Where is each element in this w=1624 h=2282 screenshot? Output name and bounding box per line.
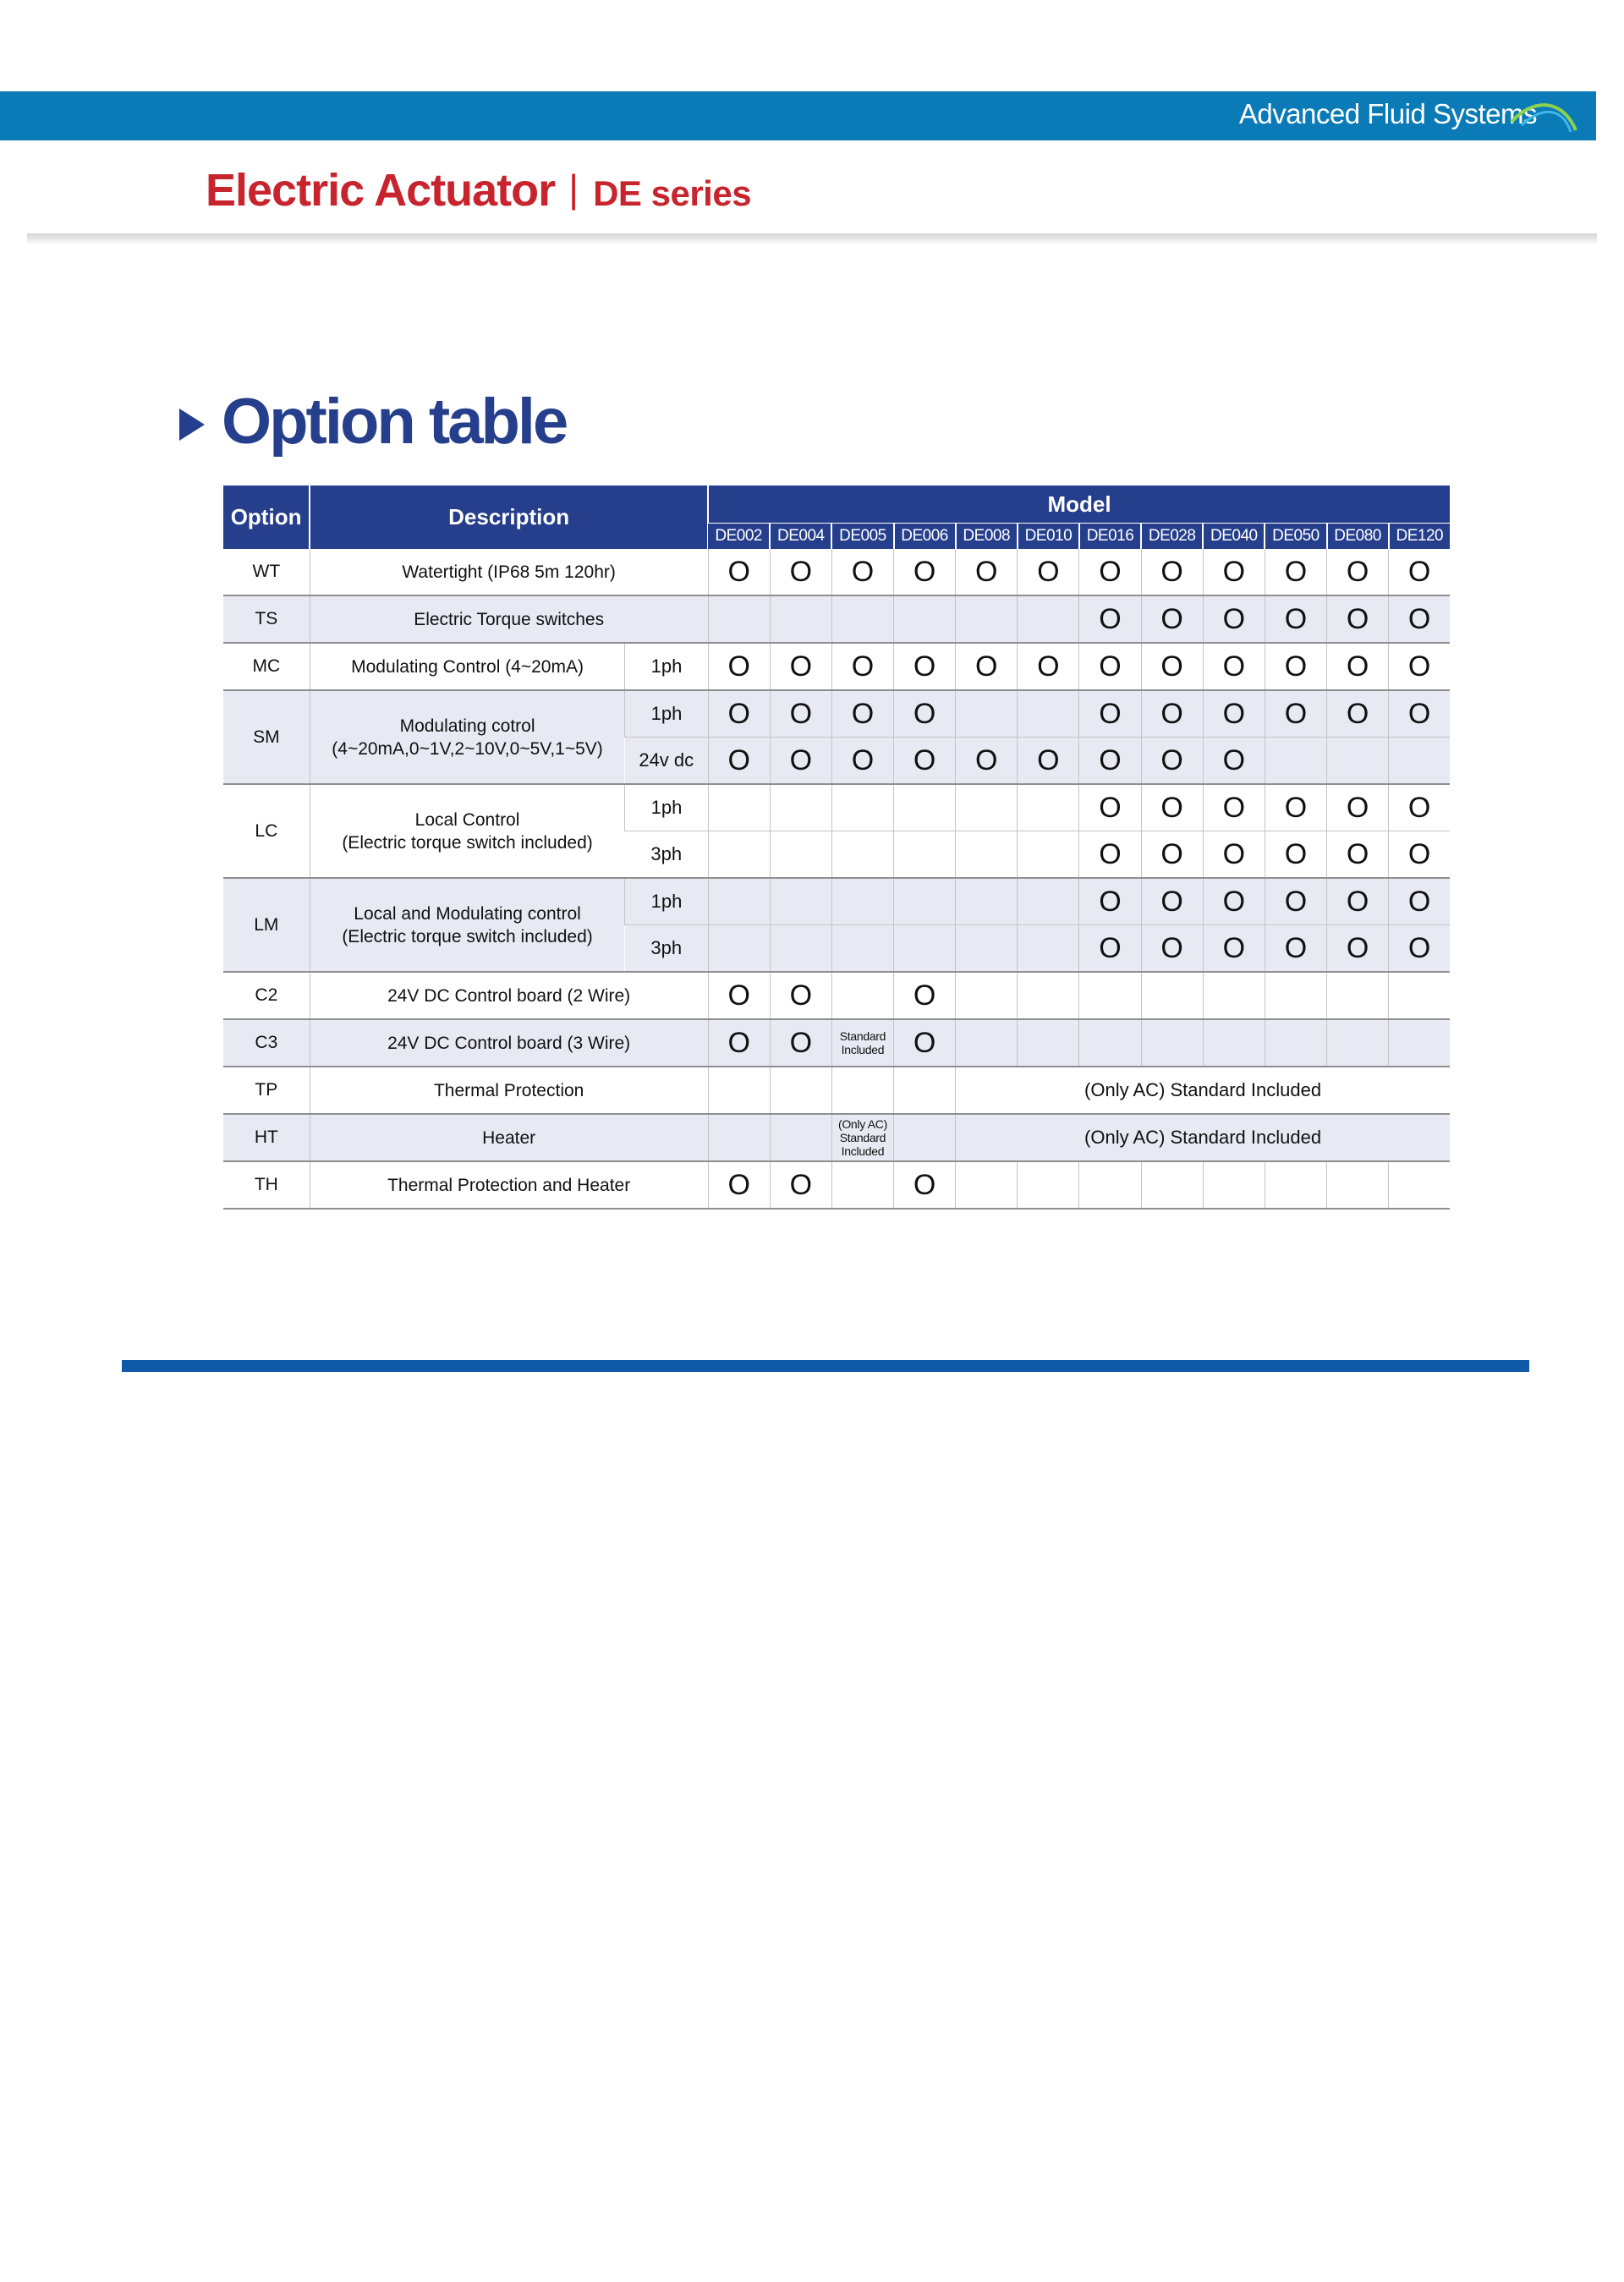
availability-mark: O bbox=[1327, 643, 1389, 690]
model-header: DE028 bbox=[1141, 524, 1203, 550]
empty-cell bbox=[831, 595, 893, 643]
empty-cell bbox=[956, 878, 1018, 925]
option-code: C2 bbox=[223, 972, 310, 1019]
availability-mark: O bbox=[831, 549, 893, 595]
table-row-c2 bbox=[223, 972, 1450, 1019]
availability-mark: O bbox=[1079, 878, 1141, 925]
option-code: TH bbox=[223, 1161, 310, 1209]
table-row-ht bbox=[223, 1114, 1450, 1161]
model-header: DE002 bbox=[708, 524, 770, 550]
description-line: (4~20mA,0~1V,2~10V,0~5V,1~5V) bbox=[332, 738, 603, 759]
table-row-lm-1ph bbox=[223, 878, 1450, 925]
empty-cell bbox=[894, 1067, 956, 1114]
phase-label: 1ph bbox=[625, 878, 708, 925]
availability-mark: O bbox=[831, 690, 893, 738]
availability-mark: O bbox=[1389, 784, 1450, 831]
availability-mark: O bbox=[1203, 878, 1265, 925]
option-code: HT bbox=[223, 1114, 310, 1161]
availability-mark: O bbox=[1265, 595, 1326, 643]
availability-mark: O bbox=[1265, 690, 1326, 738]
option-description: Thermal Protection and Heater bbox=[310, 1161, 708, 1209]
header-description: Description bbox=[310, 485, 708, 549]
empty-cell bbox=[1389, 738, 1450, 785]
phase-label: 3ph bbox=[625, 831, 708, 879]
availability-mark: O bbox=[1141, 643, 1203, 690]
option-code: LC bbox=[223, 784, 310, 878]
option-code: TP bbox=[223, 1067, 310, 1114]
empty-cell bbox=[956, 595, 1018, 643]
description-line: (Electric torque switch included) bbox=[342, 832, 593, 853]
availability-mark: O bbox=[956, 549, 1018, 595]
option-description: Electric Torque switches bbox=[310, 595, 708, 643]
empty-cell bbox=[956, 784, 1018, 831]
phase-label: 24v dc bbox=[625, 738, 708, 785]
empty-cell bbox=[956, 1019, 1018, 1067]
availability-mark: O bbox=[708, 1161, 770, 1209]
model-header: DE006 bbox=[894, 524, 956, 550]
empty-cell bbox=[894, 784, 956, 831]
availability-mark: O bbox=[1327, 690, 1389, 738]
availability-mark: O bbox=[894, 643, 956, 690]
option-description: Heater bbox=[310, 1114, 708, 1161]
model-header: DE016 bbox=[1079, 524, 1141, 550]
availability-mark: O bbox=[1265, 549, 1326, 595]
table-row-wt bbox=[223, 549, 1450, 595]
empty-cell bbox=[1141, 972, 1203, 1019]
empty-cell bbox=[1079, 972, 1141, 1019]
standard-included-note: (Only AC) Standard Included bbox=[831, 1114, 893, 1161]
table-row-lc-1ph bbox=[223, 784, 1450, 831]
availability-mark: O bbox=[894, 1161, 956, 1209]
empty-cell bbox=[1389, 972, 1450, 1019]
empty-cell bbox=[1203, 1019, 1265, 1067]
availability-mark: O bbox=[1079, 595, 1141, 643]
availability-mark: O bbox=[894, 972, 956, 1019]
availability-mark: O bbox=[1141, 878, 1203, 925]
availability-mark: O bbox=[894, 549, 956, 595]
availability-mark: O bbox=[1141, 784, 1203, 831]
option-description: 24V DC Control board (3 Wire) bbox=[310, 1019, 708, 1067]
table-row-tp bbox=[223, 1067, 1450, 1114]
empty-cell bbox=[770, 595, 831, 643]
availability-mark: O bbox=[1265, 878, 1326, 925]
option-code: LM bbox=[223, 878, 310, 972]
option-description bbox=[310, 878, 625, 972]
empty-cell bbox=[894, 595, 956, 643]
empty-cell bbox=[708, 831, 770, 879]
empty-cell bbox=[770, 831, 831, 879]
availability-mark: O bbox=[1079, 549, 1141, 595]
empty-cell bbox=[956, 1161, 1018, 1209]
availability-mark: O bbox=[1141, 549, 1203, 595]
header-option: Option bbox=[223, 485, 310, 549]
empty-cell bbox=[708, 784, 770, 831]
empty-cell bbox=[1203, 972, 1265, 1019]
empty-cell bbox=[708, 925, 770, 973]
title-subtitle: DE series bbox=[593, 173, 752, 213]
empty-cell bbox=[956, 972, 1018, 1019]
description-line: (Electric torque switch included) bbox=[342, 926, 593, 946]
header-shadow-divider bbox=[27, 233, 1597, 245]
availability-mark: O bbox=[1079, 738, 1141, 785]
table-row-ts bbox=[223, 595, 1450, 643]
option-description: Thermal Protection bbox=[310, 1067, 708, 1114]
availability-mark: O bbox=[708, 1019, 770, 1067]
availability-mark: O bbox=[1265, 831, 1326, 879]
model-header: DE008 bbox=[956, 524, 1018, 550]
model-header: DE004 bbox=[770, 524, 831, 550]
empty-cell bbox=[1327, 1019, 1389, 1067]
empty-cell bbox=[894, 831, 956, 879]
empty-cell bbox=[1018, 1161, 1079, 1209]
section-title: Option table bbox=[222, 386, 567, 458]
phase-label: 1ph bbox=[625, 643, 708, 690]
availability-mark: O bbox=[1265, 925, 1326, 973]
availability-mark: O bbox=[1079, 925, 1141, 973]
availability-mark: O bbox=[708, 643, 770, 690]
empty-cell bbox=[831, 925, 893, 973]
standard-included-note: Standard Included bbox=[831, 1019, 893, 1067]
empty-cell bbox=[956, 831, 1018, 879]
empty-cell bbox=[708, 1067, 770, 1114]
empty-cell bbox=[708, 595, 770, 643]
triangle-bullet-icon bbox=[179, 409, 205, 441]
availability-mark: O bbox=[1203, 690, 1265, 738]
option-table bbox=[223, 485, 1450, 1210]
availability-mark: O bbox=[831, 738, 893, 785]
option-description bbox=[310, 690, 625, 784]
availability-mark: O bbox=[1327, 831, 1389, 879]
availability-mark: O bbox=[1203, 784, 1265, 831]
availability-mark: O bbox=[1141, 738, 1203, 785]
availability-mark: O bbox=[1018, 643, 1079, 690]
availability-mark: O bbox=[770, 643, 831, 690]
availability-mark: O bbox=[770, 738, 831, 785]
availability-mark: O bbox=[1389, 690, 1450, 738]
availability-mark: O bbox=[894, 690, 956, 738]
table-row-mc bbox=[223, 643, 1450, 690]
availability-mark: O bbox=[1203, 738, 1265, 785]
empty-cell bbox=[1018, 784, 1079, 831]
availability-mark: O bbox=[956, 738, 1018, 785]
empty-cell bbox=[831, 1067, 893, 1114]
availability-mark: O bbox=[1327, 925, 1389, 973]
model-header: DE005 bbox=[831, 524, 893, 550]
empty-cell bbox=[1327, 738, 1389, 785]
model-header: DE040 bbox=[1203, 524, 1265, 550]
empty-cell bbox=[831, 972, 893, 1019]
table-row-c3 bbox=[223, 1019, 1450, 1067]
availability-mark: O bbox=[1389, 925, 1450, 973]
footer-rule bbox=[122, 1360, 1529, 1372]
availability-mark: O bbox=[831, 643, 893, 690]
availability-mark: O bbox=[708, 690, 770, 738]
availability-mark: O bbox=[1203, 925, 1265, 973]
availability-mark: O bbox=[770, 690, 831, 738]
availability-mark: O bbox=[1327, 878, 1389, 925]
availability-mark: O bbox=[1141, 690, 1203, 738]
empty-cell bbox=[1018, 972, 1079, 1019]
model-header: DE080 bbox=[1327, 524, 1389, 550]
availability-mark: O bbox=[708, 738, 770, 785]
brand-name: Advanced Fluid Systems bbox=[1238, 98, 1537, 129]
availability-mark: O bbox=[1389, 643, 1450, 690]
brand-swoosh-icon bbox=[1503, 96, 1579, 135]
availability-mark: O bbox=[770, 1161, 831, 1209]
model-header: DE050 bbox=[1265, 524, 1326, 550]
table-row-sm-1ph bbox=[223, 690, 1450, 738]
availability-mark: O bbox=[708, 972, 770, 1019]
availability-mark: O bbox=[1018, 549, 1079, 595]
empty-cell bbox=[1265, 738, 1326, 785]
availability-mark: O bbox=[1203, 549, 1265, 595]
empty-cell bbox=[770, 925, 831, 973]
availability-mark: O bbox=[1389, 595, 1450, 643]
empty-cell bbox=[1018, 831, 1079, 879]
availability-mark: O bbox=[1327, 595, 1389, 643]
option-code: MC bbox=[223, 643, 310, 690]
availability-mark: O bbox=[770, 549, 831, 595]
availability-mark: O bbox=[1079, 784, 1141, 831]
phase-label: 3ph bbox=[625, 925, 708, 973]
empty-cell bbox=[708, 1114, 770, 1161]
empty-cell bbox=[1018, 1019, 1079, 1067]
availability-mark: O bbox=[1389, 831, 1450, 879]
description-line: Local Control bbox=[414, 809, 520, 830]
empty-cell bbox=[1079, 1019, 1141, 1067]
availability-mark: O bbox=[1265, 784, 1326, 831]
option-code: SM bbox=[223, 690, 310, 784]
availability-mark: O bbox=[1203, 595, 1265, 643]
empty-cell bbox=[894, 925, 956, 973]
availability-mark: O bbox=[708, 549, 770, 595]
availability-mark: O bbox=[770, 1019, 831, 1067]
empty-cell bbox=[1203, 1161, 1265, 1209]
empty-cell bbox=[708, 878, 770, 925]
table-row-th bbox=[223, 1161, 1450, 1209]
empty-cell bbox=[894, 1114, 956, 1161]
availability-mark: O bbox=[1141, 925, 1203, 973]
empty-cell bbox=[1389, 1019, 1450, 1067]
availability-mark: O bbox=[770, 972, 831, 1019]
availability-mark: O bbox=[1265, 643, 1326, 690]
empty-cell bbox=[1018, 878, 1079, 925]
empty-cell bbox=[1327, 972, 1389, 1019]
title-main: Electric Actuator bbox=[206, 165, 556, 216]
header-band bbox=[0, 91, 1596, 140]
option-description: Modulating Control (4~20mA) bbox=[310, 643, 625, 690]
availability-mark: O bbox=[1079, 643, 1141, 690]
phase-label: 1ph bbox=[625, 784, 708, 831]
page-title bbox=[206, 164, 751, 217]
availability-mark: O bbox=[1389, 878, 1450, 925]
option-description: Watertight (IP68 5m 120hr) bbox=[310, 549, 708, 595]
availability-mark: O bbox=[1327, 784, 1389, 831]
empty-cell bbox=[770, 878, 831, 925]
option-code: TS bbox=[223, 595, 310, 643]
model-header: DE010 bbox=[1018, 524, 1079, 550]
availability-mark: O bbox=[894, 738, 956, 785]
empty-cell bbox=[1141, 1161, 1203, 1209]
empty-cell bbox=[770, 784, 831, 831]
empty-cell bbox=[1389, 1161, 1450, 1209]
availability-mark: O bbox=[1079, 831, 1141, 879]
availability-mark: O bbox=[1327, 549, 1389, 595]
availability-mark: O bbox=[1141, 595, 1203, 643]
header-model: Model bbox=[708, 485, 1450, 524]
empty-cell bbox=[1265, 1161, 1326, 1209]
empty-cell bbox=[1018, 690, 1079, 738]
model-header: DE120 bbox=[1389, 524, 1450, 550]
empty-cell bbox=[1141, 1019, 1203, 1067]
availability-mark: O bbox=[1141, 831, 1203, 879]
availability-mark: O bbox=[1018, 738, 1079, 785]
empty-cell bbox=[1265, 972, 1326, 1019]
empty-cell bbox=[831, 1161, 893, 1209]
empty-cell bbox=[1079, 1161, 1141, 1209]
standard-included-note: (Only AC) Standard Included bbox=[956, 1067, 1450, 1114]
title-separator: | bbox=[568, 167, 579, 211]
phase-label: 1ph bbox=[625, 690, 708, 738]
standard-included-note: (Only AC) Standard Included bbox=[956, 1114, 1450, 1161]
availability-mark: O bbox=[1203, 831, 1265, 879]
empty-cell bbox=[1327, 1161, 1389, 1209]
empty-cell bbox=[770, 1114, 831, 1161]
empty-cell bbox=[956, 925, 1018, 973]
description-line: Modulating cotrol bbox=[399, 716, 535, 736]
empty-cell bbox=[831, 878, 893, 925]
availability-mark: O bbox=[956, 643, 1018, 690]
availability-mark: O bbox=[1079, 690, 1141, 738]
empty-cell bbox=[831, 784, 893, 831]
empty-cell bbox=[894, 878, 956, 925]
empty-cell bbox=[831, 831, 893, 879]
option-description: 24V DC Control board (2 Wire) bbox=[310, 972, 708, 1019]
empty-cell bbox=[770, 1067, 831, 1114]
option-code: WT bbox=[252, 562, 281, 581]
empty-cell bbox=[1018, 925, 1079, 973]
option-code: C3 bbox=[223, 1019, 310, 1067]
availability-mark: O bbox=[1203, 643, 1265, 690]
availability-mark: O bbox=[894, 1019, 956, 1067]
availability-mark: O bbox=[1389, 549, 1450, 595]
empty-cell bbox=[1018, 595, 1079, 643]
empty-cell bbox=[956, 690, 1018, 738]
empty-cell bbox=[1265, 1019, 1326, 1067]
description-line: Local and Modulating control bbox=[354, 903, 581, 924]
option-description bbox=[310, 784, 625, 878]
